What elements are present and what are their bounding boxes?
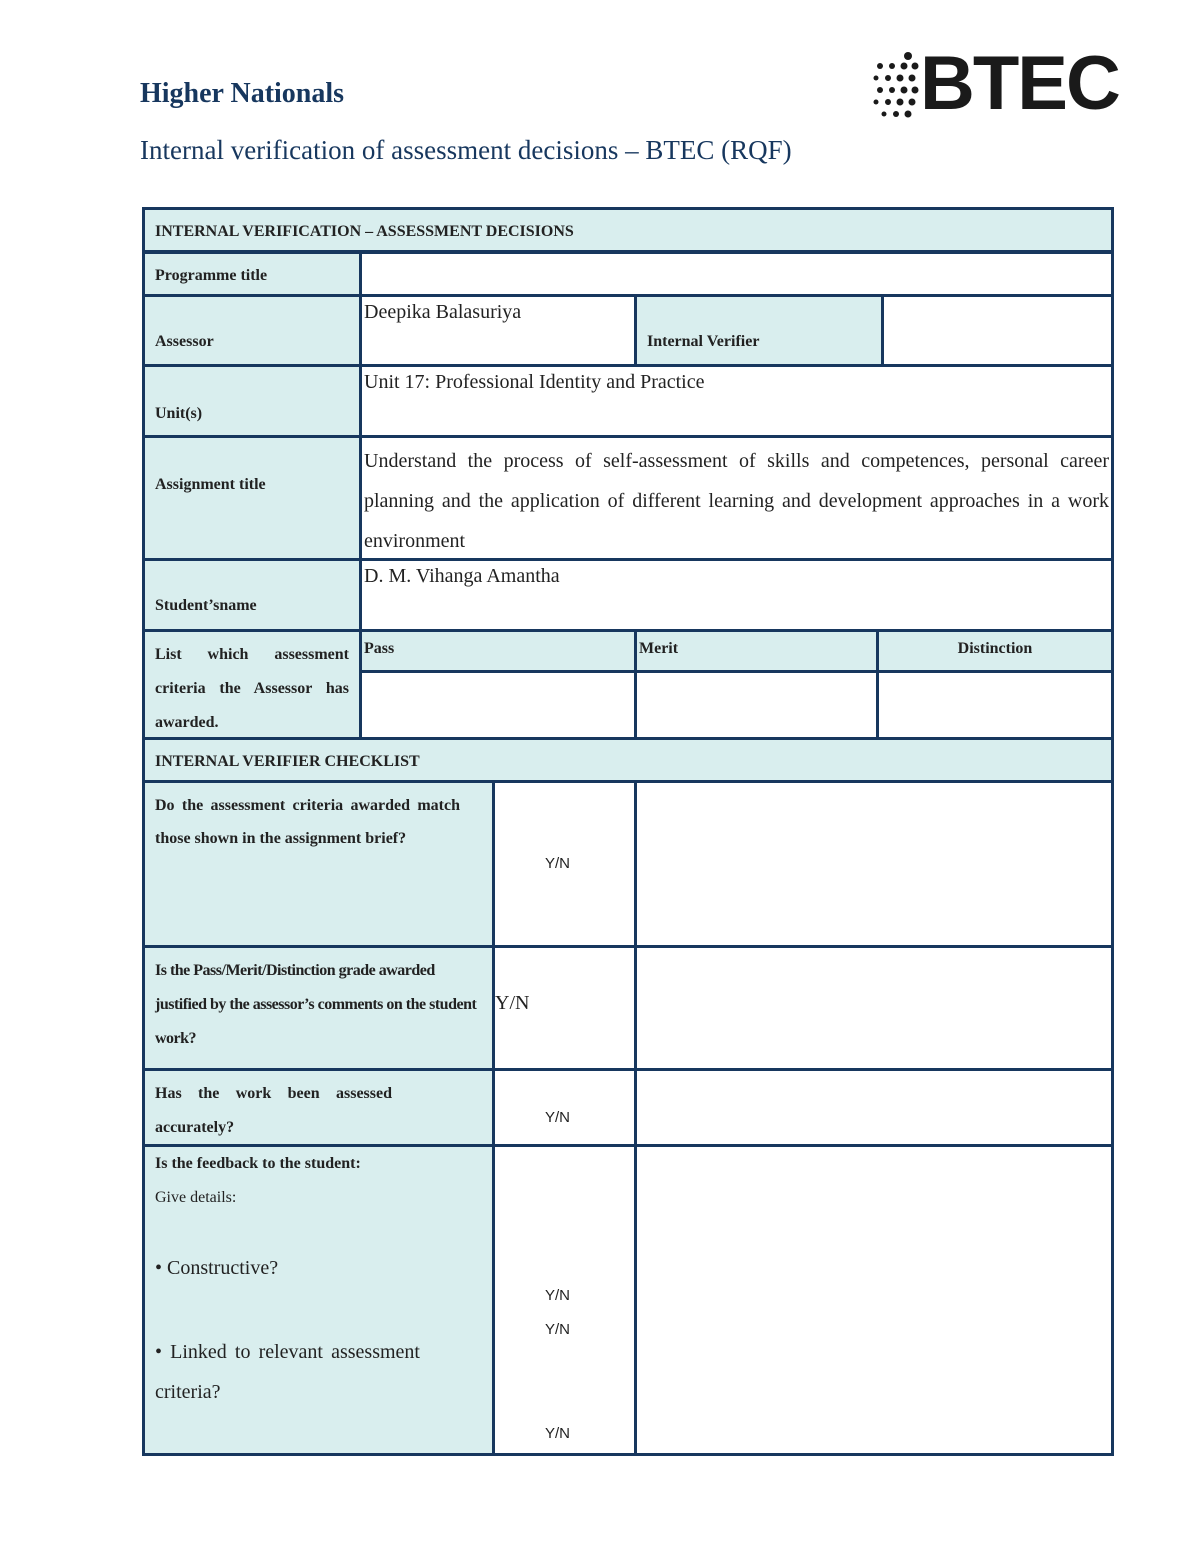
assignment-title-field[interactable]: Understand the process of self-assessment of skills and competences, personal career planning and the application of different learning and development approaches in a work environment <box>359 435 1114 561</box>
q4-yn-cell[interactable] <box>492 1144 637 1456</box>
q1-yn-cell[interactable] <box>492 780 637 948</box>
units-label: Unit(s) <box>142 364 362 438</box>
internal-verifier-label: Internal Verifier <box>634 294 884 367</box>
page-title: Higher Nationals <box>140 78 345 109</box>
logo-wordmark: BTEC <box>920 41 1119 126</box>
q3-comments-field[interactable] <box>634 1068 1114 1147</box>
q4-comments-field[interactable] <box>634 1144 1114 1456</box>
checklist-q1: Do the assessment criteria awarded match those shown in the assignment brief? <box>142 780 495 948</box>
q2-yn-cell[interactable] <box>492 945 637 1071</box>
q4-yn-linked: Y/N <box>545 1321 571 1338</box>
q1-comments-field[interactable] <box>634 780 1114 948</box>
q2-yn: Y/N <box>495 992 530 1014</box>
q4-yn-other: Y/N <box>545 1425 571 1442</box>
assessor-field[interactable]: Deepika Balasuriya <box>359 294 637 367</box>
q4-yn-constructive: Y/N <box>545 1287 571 1304</box>
student-name-field[interactable]: D. M. Vihanga Amantha <box>359 558 1114 632</box>
assignment-title-label: Assignment title <box>142 435 362 561</box>
distinction-header: Distinction <box>876 629 1114 673</box>
checklist-q4 <box>142 1144 495 1456</box>
merit-header: Merit <box>634 629 879 673</box>
programme-title-label: Programme title <box>142 251 362 297</box>
q4-details-label: Give details: <box>155 1189 237 1206</box>
criteria-label: List which assessment criteria the Assessor has awarded. <box>142 629 362 740</box>
dots-icon <box>872 50 920 130</box>
units-field[interactable]: Unit 17: Professional Identity and Practice <box>359 364 1114 438</box>
internal-verifier-field[interactable] <box>881 294 1114 367</box>
programme-title-field[interactable] <box>359 251 1114 297</box>
student-name-label: Student’sname <box>142 558 362 632</box>
q3-yn: Y/N <box>545 1109 571 1126</box>
pass-header: Pass <box>359 629 637 673</box>
checklist-q3: Has the work been assessed accurately? <box>142 1068 495 1147</box>
btec-logo <box>872 41 1119 130</box>
merit-criteria-field[interactable] <box>634 670 879 740</box>
distinction-criteria-field[interactable] <box>876 670 1114 740</box>
q4-question: Is the feedback to the student: <box>155 1155 361 1172</box>
q4-constructive: • Constructive? <box>155 1257 279 1279</box>
q3-yn-cell[interactable] <box>492 1068 637 1147</box>
pass-criteria-field[interactable] <box>359 670 637 740</box>
form-heading: INTERNAL VERIFICATION – ASSESSMENT DECISIONS <box>142 207 1114 253</box>
q4-linked-criteria: • Linked to relevant assessment criteria? <box>155 1341 420 1403</box>
checklist-heading: INTERNAL VERIFIER CHECKLIST <box>142 737 1114 783</box>
assessor-label: Assessor <box>142 294 362 367</box>
page-subtitle: Internal verification of assessment decisions – BTEC (RQF) <box>140 135 792 165</box>
checklist-q2: Is the Pass/Merit/Distinction grade awarded justified by the assessor’s comments on the student work? <box>142 945 495 1071</box>
q2-comments-field[interactable] <box>634 945 1114 1071</box>
q1-yn: Y/N <box>545 855 571 872</box>
